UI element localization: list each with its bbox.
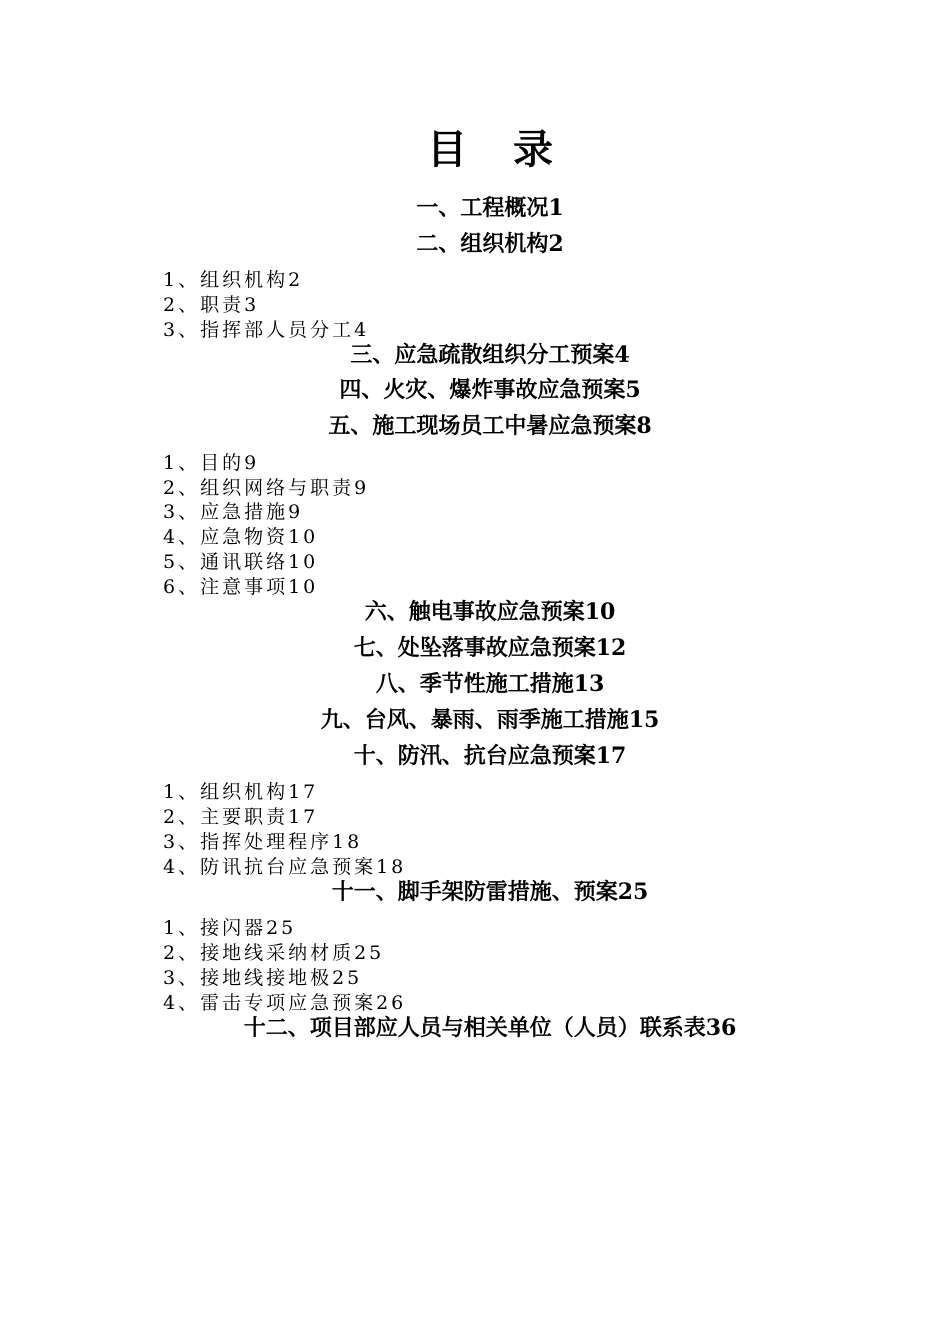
toc-item: 1、目的9	[163, 452, 260, 474]
toc-heading-4: 四、火灾、爆炸事故应急预案5	[339, 377, 641, 403]
toc-item: 2、接地线采纳材质25	[163, 942, 385, 964]
toc-heading-7: 七、处坠落事故应急预案12	[353, 635, 627, 661]
toc-item: 1、组织机构2	[163, 269, 304, 291]
toc-item: 3、指挥部人员分工4	[163, 319, 370, 341]
toc-item: 3、应急措施9	[163, 501, 304, 523]
toc-item: 4、雷击专项应急预案26	[163, 992, 407, 1014]
toc-heading-5: 五、施工现场员工中暑应急预案8	[328, 413, 652, 439]
toc-heading-2: 二、组织机构2	[416, 231, 564, 257]
toc-item: 2、组织网络与职责9	[163, 477, 370, 499]
toc-item: 1、接闪器25	[163, 917, 297, 939]
toc-heading-10: 十、防汛、抗台应急预案17	[353, 743, 627, 769]
toc-item: 3、接地线接地极25	[163, 967, 363, 989]
toc-item: 4、防讯抗台应急预案18	[163, 856, 407, 878]
toc-item: 6、注意事项10	[163, 576, 319, 598]
toc-item: 1、组织机构17	[163, 781, 319, 803]
toc-item: 5、通讯联络10	[163, 551, 319, 573]
toc-item: 3、指挥处理程序18	[163, 831, 363, 853]
toc-heading-9: 九、台风、暴雨、雨季施工措施15	[320, 707, 660, 733]
toc-heading-6: 六、触电事故应急预案10	[364, 599, 616, 625]
toc-item: 4、应急物资10	[163, 526, 319, 548]
toc-item: 2、主要职责17	[163, 806, 319, 828]
toc-heading-3: 三、应急疏散组织分工预案4	[350, 342, 630, 368]
toc-heading-1: 一、工程概况1	[416, 195, 564, 221]
toc-heading-11: 十一、脚手架防雷措施、预案25	[331, 879, 649, 905]
toc-item: 2、职责3	[163, 294, 260, 316]
page-title: 目 录	[427, 126, 569, 173]
toc-heading-8: 八、季节性施工措施13	[375, 671, 605, 697]
toc-heading-12: 十二、项目部应人员与相关单位（人员）联系表36	[243, 1015, 737, 1041]
